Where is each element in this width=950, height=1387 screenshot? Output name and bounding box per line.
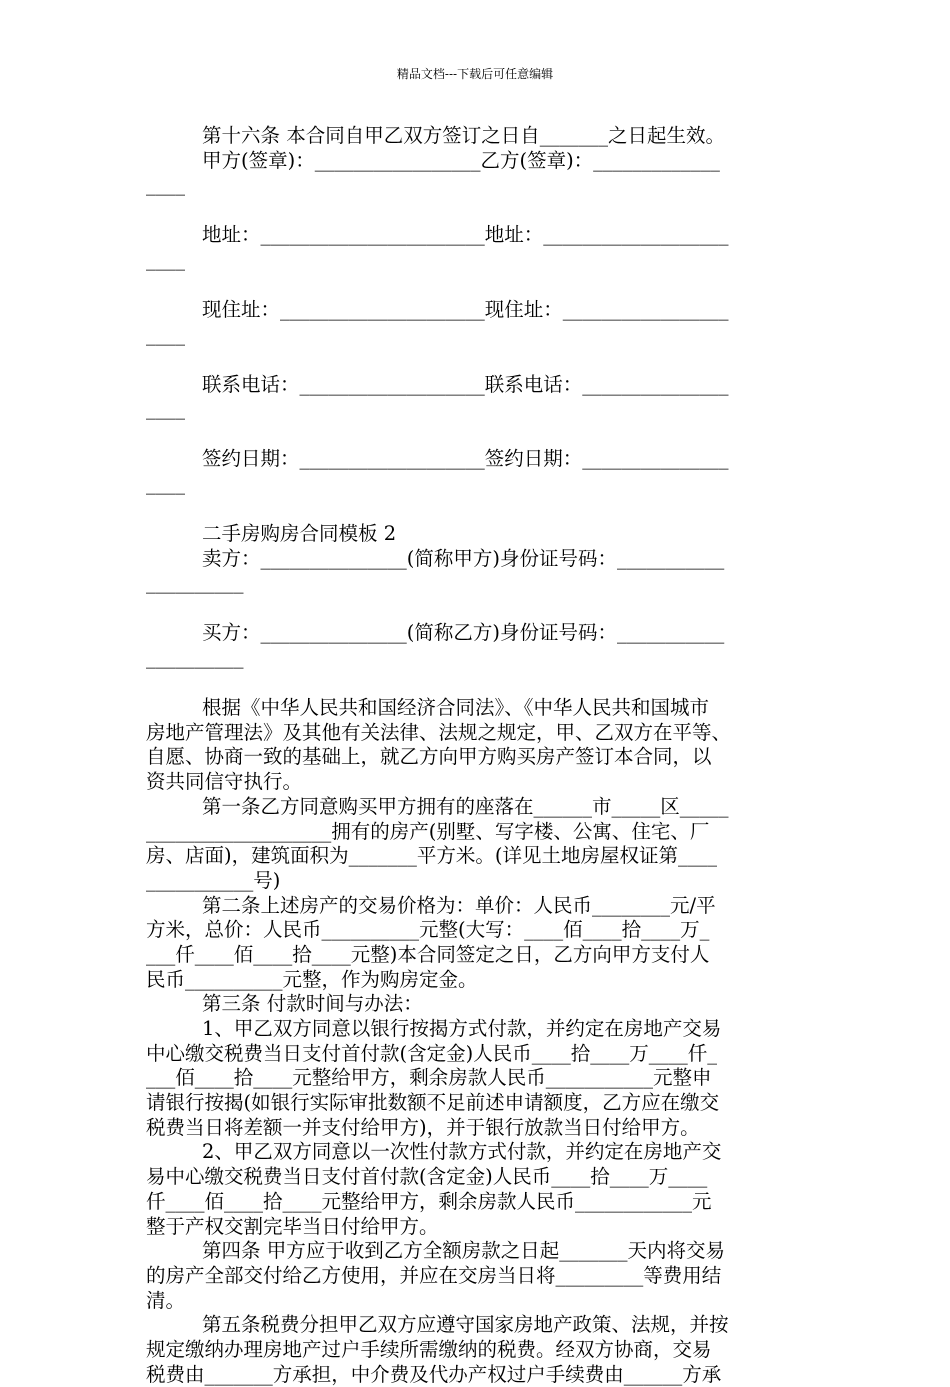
text-line: 自愿、协商一致的基础上，就乙方向甲方购买房产签订本合同，以 [146,745,712,769]
text-line: 2、甲乙双方同意以一次性付款方式付款，并约定在房地产交 [202,1140,722,1164]
text-line: 中心缴交税费当日支付首付款(含定金)人民币____拾____万____仟_ [146,1041,717,1065]
text-line: 第三条 付款时间与办法： [202,992,423,1016]
text-line: ___________号) [146,868,281,892]
text-line: ____ [146,173,185,197]
text-line: 根据《中华人民共和国经济合同法》、《中华人民共和国城市 [202,696,710,720]
text-line: 买方：_______________(简称乙方)身份证号码：___________ [202,621,725,645]
text-line: ___________________拥有的房产(别墅、写字楼、公寓、住宅、厂 [146,819,710,843]
text-line: 第一条乙方同意购买甲方拥有的座落在______市_____区_____ [202,794,729,818]
text-line: 二手房购房合同模板 2 [202,522,397,546]
text-line: 请银行按揭(如银行实际审批数额不足前述申请额度，乙方应在缴交 [146,1091,720,1115]
text-line: ____ [146,248,185,272]
text-line: ___佰____拾____元整给甲方，剩余房款人民币___________元整申 [146,1066,712,1090]
text-line: 现住址：_____________________现住址：_________________ [202,298,729,322]
text-line: 第四条 甲方应于收到乙方全额房款之日起_______天内将交易 [202,1239,725,1263]
text-line: 房、店面)，建筑面积为_______平方米。(详见土地房屋权证第____ [146,844,717,868]
text-line: 资共同信守执行。 [146,770,303,794]
text-line: 税费当日将差额一并支付给甲方)，并于银行放款当日付给甲方。 [146,1115,700,1139]
text-line: 整于产权交割完毕当日付给甲方。 [146,1214,439,1238]
text-line: 联系电话：___________________联系电话：_______________ [202,372,729,396]
text-line: 1、甲乙双方同意以银行按揭方式付款，并约定在房地产交易 [202,1017,722,1041]
text-line: 地址：_______________________地址：___________________ [202,223,729,247]
text-line: 卖方：_______________(简称甲方)身份证号码：___________ [202,546,725,570]
text-line: 第十六条 本合同自甲乙双方签订之日自_______之日起生效。 [202,124,725,147]
text-line: 民币__________元整，作为购房定金。 [146,967,478,991]
text-line: __________ [146,646,244,670]
text-line: ____ [146,397,185,421]
contract-body [146,124,808,1387]
text-line: 签约日期：___________________签约日期：_______________ [202,447,729,471]
page-header: 精品文档---下载后可任意编辑 [396,67,554,81]
text-line: 易中心缴交税费当日支付首付款(含定金)人民币____拾____万____ [146,1165,708,1189]
text-line: 方米，总价：人民币__________元整(大写：____佰____拾____万_ [146,918,710,942]
text-line: __________ [146,571,244,595]
text-line: 税费由_______方承担，中介费及代办产权过户手续费由______方承 [146,1362,722,1386]
text-line: 甲方(签章)：_________________乙方(签章)：_____________ [202,148,720,172]
text-line: 规定缴纳办理房地产过户手续所需缴纳的税费。经双方协商，交易 [146,1337,712,1361]
text-line: 仟____佰____拾____元整给甲方，剩余房款人民币____________元 [146,1189,712,1213]
text-line: 第五条税费分担甲乙双方应遵守国家房地产政策、法规，并按 [202,1313,729,1337]
text-line: ___仟____佰____拾____元整)本合同签定之日，乙方向甲方支付人 [146,942,710,966]
text-line: ____ [146,472,185,496]
text-line: 的房产全部交付给乙方使用，并应在交房当日将_________等费用结 [146,1263,722,1287]
text-line: 房地产管理法》及其他有关法律、法规之规定，甲、乙双方在平等、 [146,720,732,744]
text-line: 第二条上述房产的交易价格为：单价：人民币________元/平 [202,893,716,917]
text-line: ____ [146,322,185,346]
text-line: 清。 [146,1288,186,1312]
